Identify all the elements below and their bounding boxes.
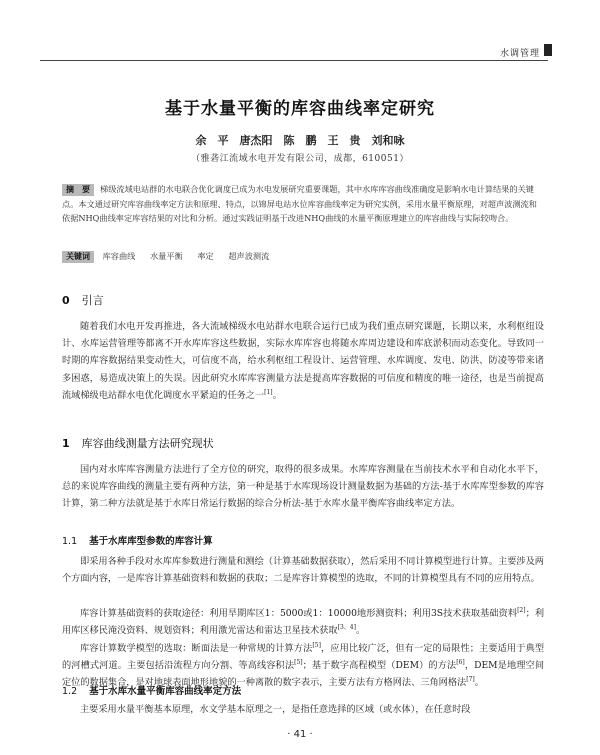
keyword: 水量平衡 (149, 251, 183, 261)
abstract-label: 摘 要 (62, 184, 94, 196)
paragraph-sec1: 国内对水库库容测量方法进行了全方位的研究，取得的很多成果。水库库容测量在当前技术水平和自动化水平下，总的来说库容曲线的测量主要有两种方法，第一种是基于水库现场设计测量数据为基础的方法-基于水库库型参数的库容计算，第二种方法就是基于水库日常运行数据的综合分析法-基于水库水量平衡库容曲线率定方法。 (62, 464, 544, 510)
paragraph-sec12: 主要采用水量平衡基本原理，水文学基本原理之一，是指任意选择的区域（或水体），在任意时段 (80, 704, 471, 715)
header-mark (544, 44, 552, 56)
paragraph-intro: 随着我们水电开发再推进，各大流域梯级水电站群水电联合运行已成为我们重点研究课题，长期以来，水利枢纽设计、水库运营管理等都离不开水库库容这些数据，实际水库库容也将随水库周边建设和库底淤积而动态变化。导致同一时期的库容数据结果变动性大，可信度不高，给水利枢纽工程设计、运营管理、水库调度、发电、防洪、防凌等带来诸多困惑，易造成决策上的失误。因此研究水库库容测量方法是提高库容数据的可信度和精度的唯一途径，也是当前提高流域梯级电站群水电优化调度水平紧迫的任务之一[1]。 (62, 321, 544, 401)
keywords-label: 关键词 (62, 251, 94, 263)
subsection-heading-1-1: 1.1 基于水库库型参数的库容计算 (62, 536, 213, 547)
header-rule (40, 60, 548, 61)
citation: [1] (264, 388, 273, 396)
abstract (62, 182, 542, 226)
citation: [6] (456, 659, 465, 667)
author-list: 余 平 唐杰阳 陈 鹏 王 贵 刘和咏 (195, 134, 405, 147)
citation: [3、4] (337, 624, 356, 632)
keyword: 库容曲线 (102, 251, 136, 261)
citation: [5] (294, 659, 303, 667)
section-heading-1: 1 库容曲线测量方法研究现状 (62, 437, 214, 450)
keywords (62, 251, 542, 263)
page-number: · 41 · (287, 729, 313, 740)
citation: [5] (312, 641, 321, 649)
paragraph-sec11-c: 库容计算数学模型的选取：断面法是一种常规的计算方法[5]，应用比较广泛，但有一定的局限性；主要适用于典型的河槽式河道。主要包括沿流程方向分割、等高线容积法[5]；基于数字高程模型（DEM）的方法[6]，DEM是地理空间定位的数据集合，是对地球表面地形地貌的一种离散的数字表示，主要方法有方格网法、三角网格法[7]。 (62, 641, 545, 689)
paragraph-sec11-b: 库容计算基础资料的获取途径：利用旱期库区1：5000或1：10000地形测资料；利用3S技术获取基础资料[2]；利用库区移民淹没资料、规划资料；利用激光雷达和雷达卫星技术获取[3、4]。 (62, 606, 545, 637)
paper-title: 基于水量平衡的库容曲线率定研究 (165, 99, 435, 119)
journal-header: 水调管理 (499, 49, 540, 59)
abstract-text: 梯级流域电站群的水电联合优化调度已成为水电发展研究重要课题，其中水库库容曲线准确度是影响水电计算结果的关键点。本文通过研究库容曲线率定方法和原理、特点，以锦屏电站水位库容曲线率定为研究实例，采用水量平衡原理，对超声波测流和依据NHQ曲线率定库容结果的对比和分析。通过实践证明基于改进NHQ曲线的水量平衡原理建立的库容曲线与实际较吻合。 (62, 184, 537, 223)
subsection-heading-1-2: 1.2 基于水库水量平衡库容曲线率定方法 (62, 686, 242, 697)
keyword: 超声波测流 (228, 251, 270, 261)
citation: [2] (517, 606, 526, 614)
section-heading-intro: 0 引言 (62, 294, 104, 307)
citation: [7] (466, 676, 475, 684)
keyword: 率定 (197, 251, 214, 261)
affiliation: （雅砻江流域水电开发有限公司，成都，610051） (191, 154, 409, 164)
paragraph-sec11-a: 即采用各种手段对水库库参数进行测量和测绘（计算基础数据获取），然后采用不同计算模型进行计算。主要涉及两个方面内容，一是库容计算基础资料和数据的获取；二是库容计算模型的选取，不同的计算模型具有不同的应用特点。 (62, 556, 544, 585)
